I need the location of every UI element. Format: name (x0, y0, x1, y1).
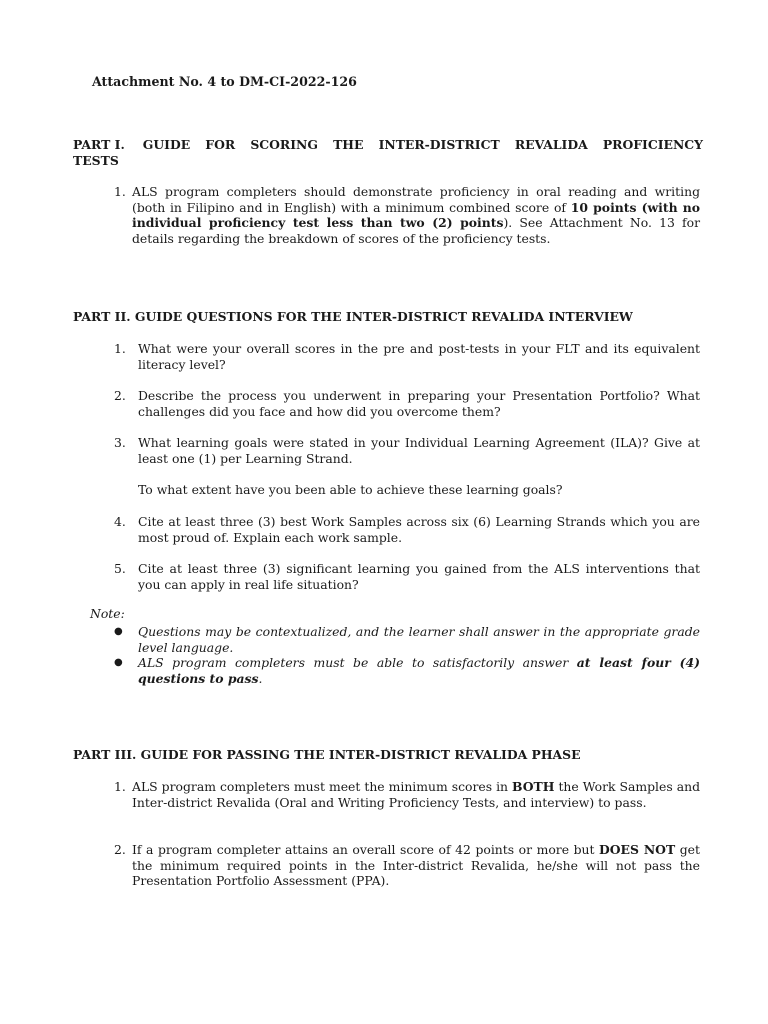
note-bullet-2: ALS program completers must be able to satisfactorily answer at least four (4) questions to pass. (138, 655, 700, 686)
part2-item1-number: 1. (114, 341, 126, 356)
part2-item3-followup: To what extent have you been able to achieve these learning goals? (138, 482, 563, 497)
attachment-title: Attachment No. 4 to DM-CI-2022-126 (92, 74, 357, 89)
part3-item2-number: 2. (114, 842, 126, 857)
part3-heading: PART III. GUIDE FOR PASSING THE INTER-DISTRICT REVALIDA PHASE (73, 747, 581, 762)
part1-heading (73, 137, 703, 168)
note-label: Note: (90, 606, 125, 621)
part1-title: GUIDE FOR SCORING THE INTER-DISTRICT REVALIDA PROFICIENCY (142, 137, 703, 152)
note-bullet-1: Questions may be contextualized, and the learner shall answer in the appropriate grade level language. (138, 624, 700, 655)
part2-item4-number: 4. (114, 514, 126, 529)
part1-label: PART I. (73, 137, 125, 152)
part1-title-continued: TESTS (73, 152, 119, 168)
bullet-icon: ● (114, 626, 123, 637)
part1-item1-bold: 10 points (with no individual proficiency test less than two (2) points (132, 199, 700, 230)
part2-item3-number: 3. (114, 435, 126, 450)
part2-item2-number: 2. (114, 388, 126, 403)
part1-item1-text: ALS program completers should demonstrate proficiency in oral reading and writing (both in Filipino and in English) with a minimum combined score of 10 points (with no individual proficiency test less than two (2) points). See Attachment No. 13 for details regarding the breakdown of scores of the proficiency tests. (132, 184, 700, 246)
part2-heading: PART II. GUIDE QUESTIONS FOR THE INTER-DISTRICT REVALIDA INTERVIEW (73, 309, 633, 324)
part3-item1-number: 1. (114, 779, 126, 794)
note-bullet-2-bold: at least four (4) questions to pass (138, 655, 700, 686)
part2-item3-text: What learning goals were stated in your Individual Learning Agreement (ILA)? Give at least one (1) per Learning Strand. (138, 435, 700, 466)
part1-item1-number: 1. (114, 184, 126, 199)
part2-item1-text: What were your overall scores in the pre and post-tests in your FLT and its equivalent literacy level? (138, 341, 700, 372)
part2-item5-text: Cite at least three (3) significant learning you gained from the ALS interventions that you can apply in real life situation? (138, 561, 700, 592)
part2-item4-text: Cite at least three (3) best Work Samples across six (6) Learning Strands which you are most proud of. Explain each work sample. (138, 514, 700, 545)
part3-item2-text: If a program completer attains an overall score of 42 points or more but DOES NOT get the minimum required points in the Inter-district Revalida, he/she will not pass the Presentation Portfolio Assessment (PPA). (132, 842, 700, 888)
bullet-icon: ● (114, 657, 123, 668)
part3-item2-bold: DOES NOT (599, 842, 676, 857)
part3-item1-bold: BOTH (512, 779, 555, 794)
part2-item5-number: 5. (114, 561, 126, 576)
part3-item1-text: ALS program completers must meet the minimum scores in BOTH the Work Samples and Inter-district Revalida (Oral and Writing Proficiency Tests, and interview) to pass. (132, 779, 701, 810)
part2-item2-text: Describe the process you underwent in preparing your Presentation Portfolio? What challenges did you face and how did you overcome them? (138, 388, 700, 419)
